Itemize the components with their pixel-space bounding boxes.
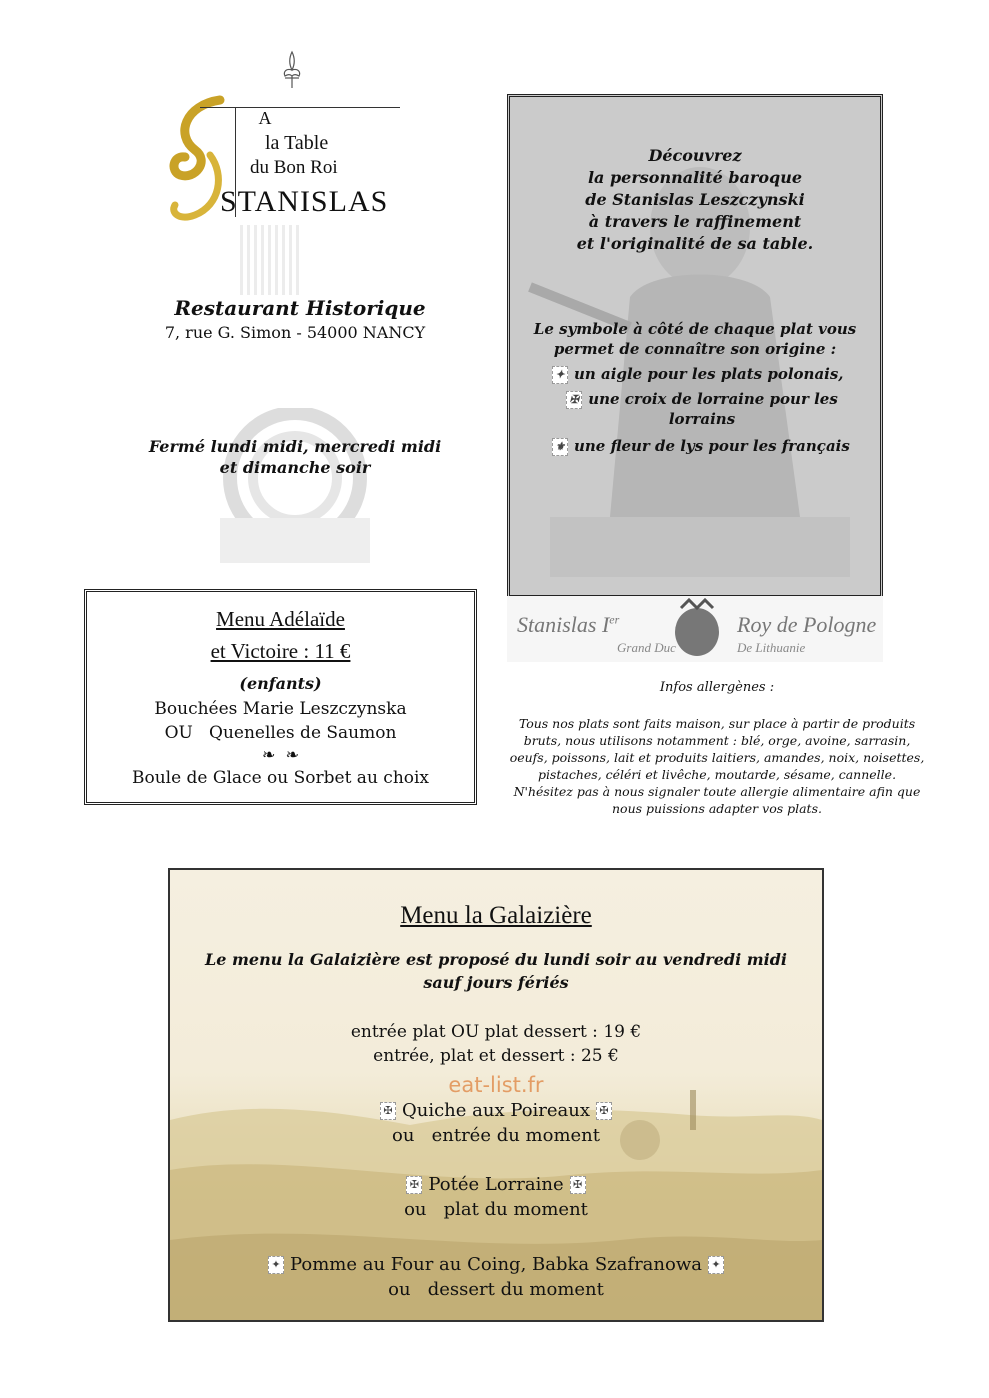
galaiziere-main-text: Potée Lorraine (428, 1174, 564, 1195)
intro-line: Découvrez (648, 146, 742, 165)
logo-line-a: A (258, 108, 272, 128)
galaiziere-main-alt: ou plat du moment (404, 1199, 588, 1220)
galaiziere-price-1: entrée plat OU plat dessert : 19 € (350, 1022, 642, 1042)
galaiziere-menu-box (168, 868, 824, 1322)
symbol-intro (510, 319, 880, 359)
galaiziere-note-2: sauf jours fériés (423, 973, 569, 992)
galaiziere-starter-alt: ou entrée du moment (392, 1125, 600, 1146)
lorraine-cross-icon: ✠ (570, 1176, 586, 1194)
caption-sub-right: De Lithuanie (737, 640, 806, 655)
allergen-line: pistaches, céléri et livêche, moutarde, sésame, cannelle. (537, 767, 897, 782)
kids-menu-ornament: ❧ ❧ (262, 745, 299, 764)
caption-left-text: Stanislas I (517, 612, 610, 637)
watermark-text: eat-list.fr (448, 1073, 544, 1097)
allergen-line: Tous nos plats sont faits maison, sur place à partir de produits (518, 716, 916, 731)
restaurant-address: 7, rue G. Simon - 54000 NANCY (164, 323, 426, 342)
restaurant-name: Restaurant Historique (174, 296, 426, 320)
kids-menu-item-1: Bouchées Marie Leszczynska (154, 699, 407, 719)
lorraine-cross-icon: ✠ (406, 1176, 422, 1194)
symbol-legend-text: un aigle pour les plats polonais, (574, 365, 844, 383)
allergen-line: nous puissions adapter vos plats. (612, 801, 822, 816)
royal-crest-icon (667, 598, 727, 658)
allergen-title: Infos allergènes : (659, 680, 775, 695)
caption-left (517, 612, 619, 638)
kids-menu-title-2: et Victoire : 11 € (210, 639, 351, 663)
galaiziere-starter-text: Quiche aux Poireaux (401, 1100, 591, 1121)
intro-line: et l'originalité de sa table. (576, 234, 814, 253)
opening-hours-line2: et dimanche soir (219, 458, 371, 477)
tower-sketch (240, 225, 300, 295)
portrait-caption (507, 596, 883, 662)
allergen-line: bruts, nous utilisons notamment : blé, orge, avoine, sarrasin, (523, 733, 911, 748)
intro-line: de Stanislas Leszczynski (585, 190, 805, 209)
kids-menu-subtitle: (enfants) (239, 674, 322, 693)
kids-menu-title-1: Menu Adélaïde (216, 607, 345, 631)
intro-line: la personnalité baroque (587, 168, 803, 187)
symbol-legend-eagle (552, 365, 872, 384)
allergen-line: oeufs, poissons, lait et produits laitiers, amandes, noix, noisettes, (509, 750, 925, 765)
eagle-icon: ✦ (708, 1256, 724, 1274)
fleur-de-lys-icon (280, 50, 304, 90)
galaiziere-starter (170, 1100, 822, 1121)
caption-sub-left: Grand Duc (617, 640, 676, 655)
galaiziere-note-1: Le menu la Galaizière est proposé du lundi soir au vendredi midi (204, 950, 787, 969)
symbol-intro-line: Le symbole à côté de chaque plat vous (533, 320, 857, 338)
logo-line-du-bon-roi: du Bon Roi (250, 157, 338, 178)
galaiziere-title: Menu la Galaizière (400, 902, 592, 929)
allergen-text (492, 715, 942, 817)
allergen-line: N'hésitez pas à nous signaler toute allergie alimentaire afin que (513, 784, 921, 799)
caption-left-sup: er (609, 612, 620, 627)
symbol-intro-line: permet de connaître son origine : (553, 340, 837, 358)
lorraine-cross-icon: ✠ (380, 1102, 396, 1120)
kids-menu-item-2: OU Quenelles de Saumon (164, 723, 397, 743)
galaiziere-dessert (170, 1254, 822, 1275)
galaiziere-dessert-text: Pomme au Four au Coing, Babka Szafranowa (290, 1254, 702, 1275)
portrait-panel (507, 94, 883, 598)
fleur-de-lys-icon: ⚜ (552, 438, 568, 456)
galaiziere-main (170, 1174, 822, 1195)
kids-menu-box (84, 589, 477, 805)
baroque-sketch (190, 408, 400, 568)
logo-line-stanislas: STANISLAS (220, 185, 389, 218)
restaurant-logo (165, 50, 405, 230)
symbol-legend-text: une croix de lorraine pour les lorrains (588, 390, 838, 428)
portrait-intro (510, 145, 880, 255)
intro-line: à travers le raffinement (588, 212, 802, 231)
symbol-legend-fleur (552, 437, 872, 456)
kids-menu-item-3: Boule de Glace ou Sorbet au choix (131, 768, 430, 788)
symbol-legend-text: une fleur de lys pour les français (574, 437, 850, 455)
eagle-icon: ✦ (268, 1256, 284, 1274)
lorraine-cross-icon: ✠ (596, 1102, 612, 1120)
eagle-icon: ✦ (552, 366, 568, 384)
symbol-legend-lorraine (552, 389, 852, 429)
galaiziere-price-2: entrée, plat et dessert : 25 € (373, 1046, 619, 1066)
opening-hours-line1: Fermé lundi midi, mercredi midi (148, 437, 442, 456)
caption-right: Roy de Pologne (737, 612, 877, 637)
lorraine-cross-icon: ✠ (566, 391, 582, 409)
galaiziere-dessert-alt: ou dessert du moment (388, 1279, 604, 1300)
logo-line-la-table: la Table (265, 132, 329, 154)
